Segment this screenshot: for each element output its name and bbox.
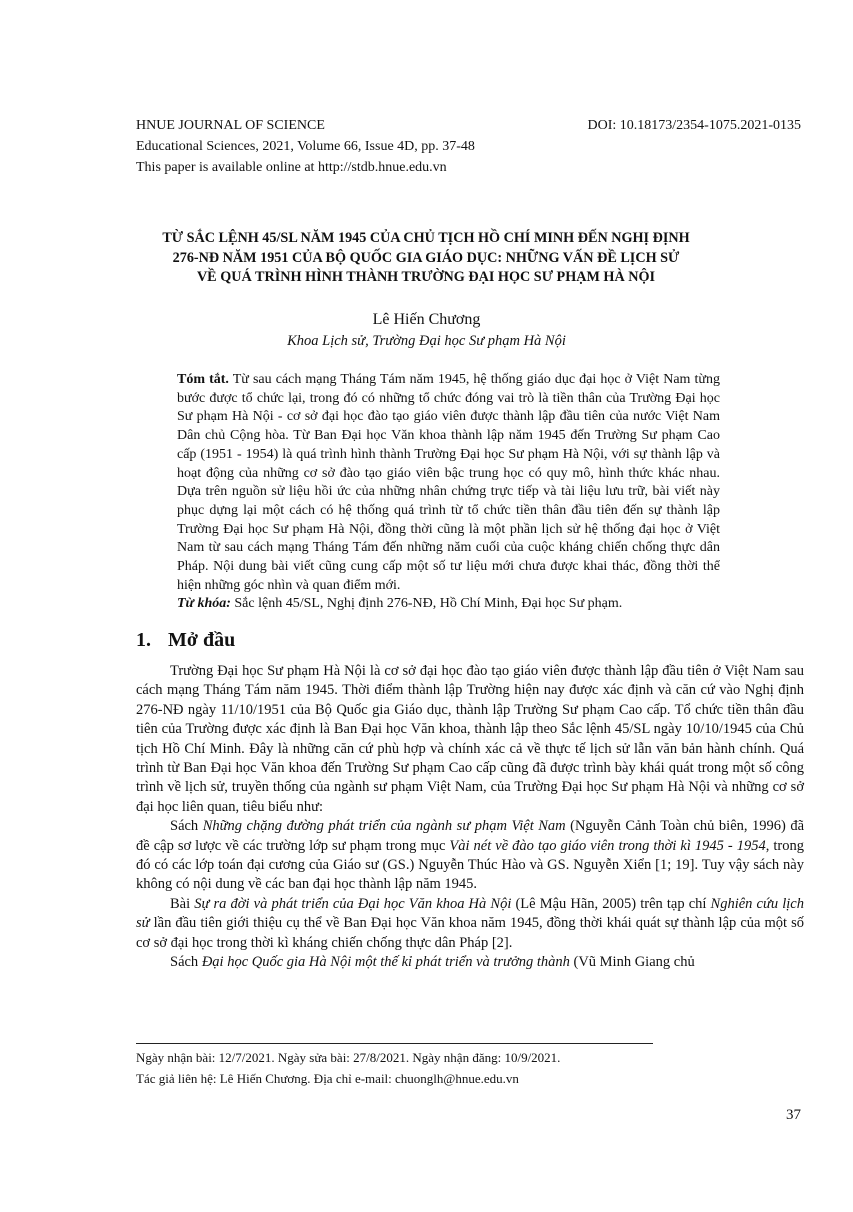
cited-title: Đại học Quốc gia Hà Nội một thế kỉ phát triển và trưởng thành xyxy=(201,954,570,971)
title-line: TỪ SẮC LỆNH 45/SL NĂM 1945 CỦA CHỦ TỊCH HỒ CHÍ MINH ĐẾN NGHỊ ĐỊNH xyxy=(162,230,690,246)
text-run: Sách xyxy=(170,818,203,835)
abstract-paragraph xyxy=(177,371,720,595)
keywords-line xyxy=(177,595,720,614)
journal-name: HNUE JOURNAL OF SCIENCE xyxy=(136,118,325,133)
journal-volume: Educational Sciences, 2021, Volume 66, Issue 4D, pp. 37-48 xyxy=(136,139,475,154)
author-name: Lê Hiến Chương xyxy=(372,311,481,328)
title-line: VỀ QUÁ TRÌNH HÌNH THÀNH TRƯỜNG ĐẠI HỌC SƯ PHẠM HÀ NỘI xyxy=(196,269,656,285)
text-run: (Lê Mậu Hãn, 2005) trên tạp chí xyxy=(511,895,711,912)
text-run: lần đầu tiên giới thiệu cụ thể về Ban Đại học Văn khoa năm 1945, đồng thời khái quát sự thành lập của một số cơ sở đại học trong thời kì kháng chiến chống thực dân Pháp [2]. xyxy=(136,915,804,951)
section-heading xyxy=(136,627,235,653)
section-title: Mở đầu xyxy=(168,629,236,651)
journal-title: Nghiên cứu lịch sử xyxy=(136,895,804,932)
text-run: (Nguyễn Cảnh Toàn chủ biên, 1996) đã đề cập sơ lược về các trường lớp sư phạm trong mục xyxy=(136,818,805,854)
abstract-label: Tóm tắt. xyxy=(177,372,229,387)
text-run: , trong đó có các lớp toán đại cương của Giáo sư (GS.) Nguyễn Thúc Hào và GS. Nguyễn Xiển [1; 19]. Tuy vậy sách này không có nội dung về các ban đại học thành lập năm 1945. xyxy=(136,837,804,893)
availability-line: This paper is available online at http://stdb.hnue.edu.vn xyxy=(136,160,447,175)
cited-title: Sự ra đời và phát triển của Đại học Văn khoa Hà Nội xyxy=(194,895,512,912)
paragraph xyxy=(136,817,804,895)
text-run: Sách xyxy=(170,954,202,971)
doi: DOI: 10.18173/2354-1075.2021-0135 xyxy=(587,118,801,133)
author-affiliation: Khoa Lịch sử, Trường Đại học Sư phạm Hà Nội xyxy=(287,333,566,349)
text-run: (Vũ Minh Giang chủ xyxy=(569,954,695,971)
keywords-label: Từ khóa: xyxy=(177,596,231,612)
paragraph xyxy=(136,953,804,972)
page-number: 37 xyxy=(786,1107,801,1123)
title-line: 276-NĐ NĂM 1951 CỦA BỘ QUỐC GIA GIÁO DỤC: NHỮNG VẤN ĐỀ LỊCH SỬ xyxy=(172,249,680,266)
footnote-divider xyxy=(136,1043,653,1044)
cited-title: Những chặng đường phát triển của ngành sư phạm Việt Nam xyxy=(202,818,566,835)
section-number: 1. xyxy=(136,629,151,651)
abstract-text: Từ sau cách mạng Tháng Tám năm 1945, hệ thống giáo dục đại học ở Việt Nam từng bước được tổ chức lại, trong đó có những tổ chức đóng vai trò là tiền thân của Trường Đại học Sư phạm Hà Nội - cơ sở đại học đào tạo giáo viên được thành lập đầu tiên của nước Việt Nam Dân chủ Cộng hòa. Từ Ban Đại học Văn khoa thành lập năm 1945 đến Trường Sư phạm Cao cấp (1951 - 1954) là quá trình hình thành Trường Đại học Sư phạm Hà Nội, với sự thành lập và hoạt động của những cơ sở đào tạo giáo viên bậc trung học có quy mô, hình thức khác nhau. Dựa trên nguồn sử liệu hồi ức của những nhân chứng trực tiếp và tài liệu lưu trữ, bài viết này phục dựng lại một cách có hệ thống quá trình từ tổ chức tiền thân đầu tiên đến sự thành lập Trường Đại học Sư phạm Hà Nội, đồng thời cũng là một phần lịch sử hệ thống đại học ở Việt Nam từ sau cách mạng Tháng Tám đến những năm cuối của cuộc kháng chiến chống thực dân Pháp. Nội dung bài viết cũng cung cấp một số tư liệu mới chưa được khai thác, đồng thời thể hiện những góc nhìn và quan điểm mới. xyxy=(177,372,720,593)
paper-title xyxy=(120,229,732,288)
footnote-contact: Tác giả liên hệ: Lê Hiến Chương. Địa chỉ e-mail: chuonglh@hnue.edu.vn xyxy=(136,1071,519,1086)
journal-header xyxy=(136,115,475,178)
text-run: Bài xyxy=(170,895,195,912)
paragraph xyxy=(136,895,804,953)
body-text xyxy=(136,662,804,973)
abstract xyxy=(177,371,720,614)
keywords-text: Sắc lệnh 45/SL, Nghị định 276-NĐ, Hồ Chí Minh, Đại học Sư phạm. xyxy=(234,596,623,612)
cited-section: Vài nét về đào tạo giáo viên trong thời kì 1945 - 1954 xyxy=(449,837,766,854)
paragraph: Trường Đại học Sư phạm Hà Nội là cơ sở đại học đào tạo giáo viên được thành lập đầu tiên ở Việt Nam sau cách mạng Tháng Tám năm 1945. Thời điểm thành lập Trường hiện nay được xác định và căn cứ vào Nghị định 276-NĐ ngày 11/10/1951 của Bộ Quốc gia Giáo dục, thành lập Trường Sư phạm Cao cấp. Tổ chức tiền thân đầu tiên của Trường được xác định là Ban Đại học Văn khoa, thành lập theo Sắc lệnh 45/SL ngày 10/10/1945 của Chủ tịch Hồ Chí Minh. Đây là những căn cứ phù hợp và chính xác cả về thực tế lịch sử lẫn văn bản hành chính. Quá trình từ Ban Đại học Văn khoa đến Trường Sư phạm Cao cấp cũng đã được trình bày khái quát trong một số công trình về lịch sử, truyền thống của ngành sư phạm Việt Nam, của Trường Đại học Sư phạm Hà Nội và những cơ sở đại học liên quan, tiêu biểu như: xyxy=(136,663,804,815)
footnote-dates: Ngày nhận bài: 12/7/2021. Ngày sửa bài: 27/8/2021. Ngày nhận đăng: 10/9/2021. xyxy=(136,1050,561,1065)
